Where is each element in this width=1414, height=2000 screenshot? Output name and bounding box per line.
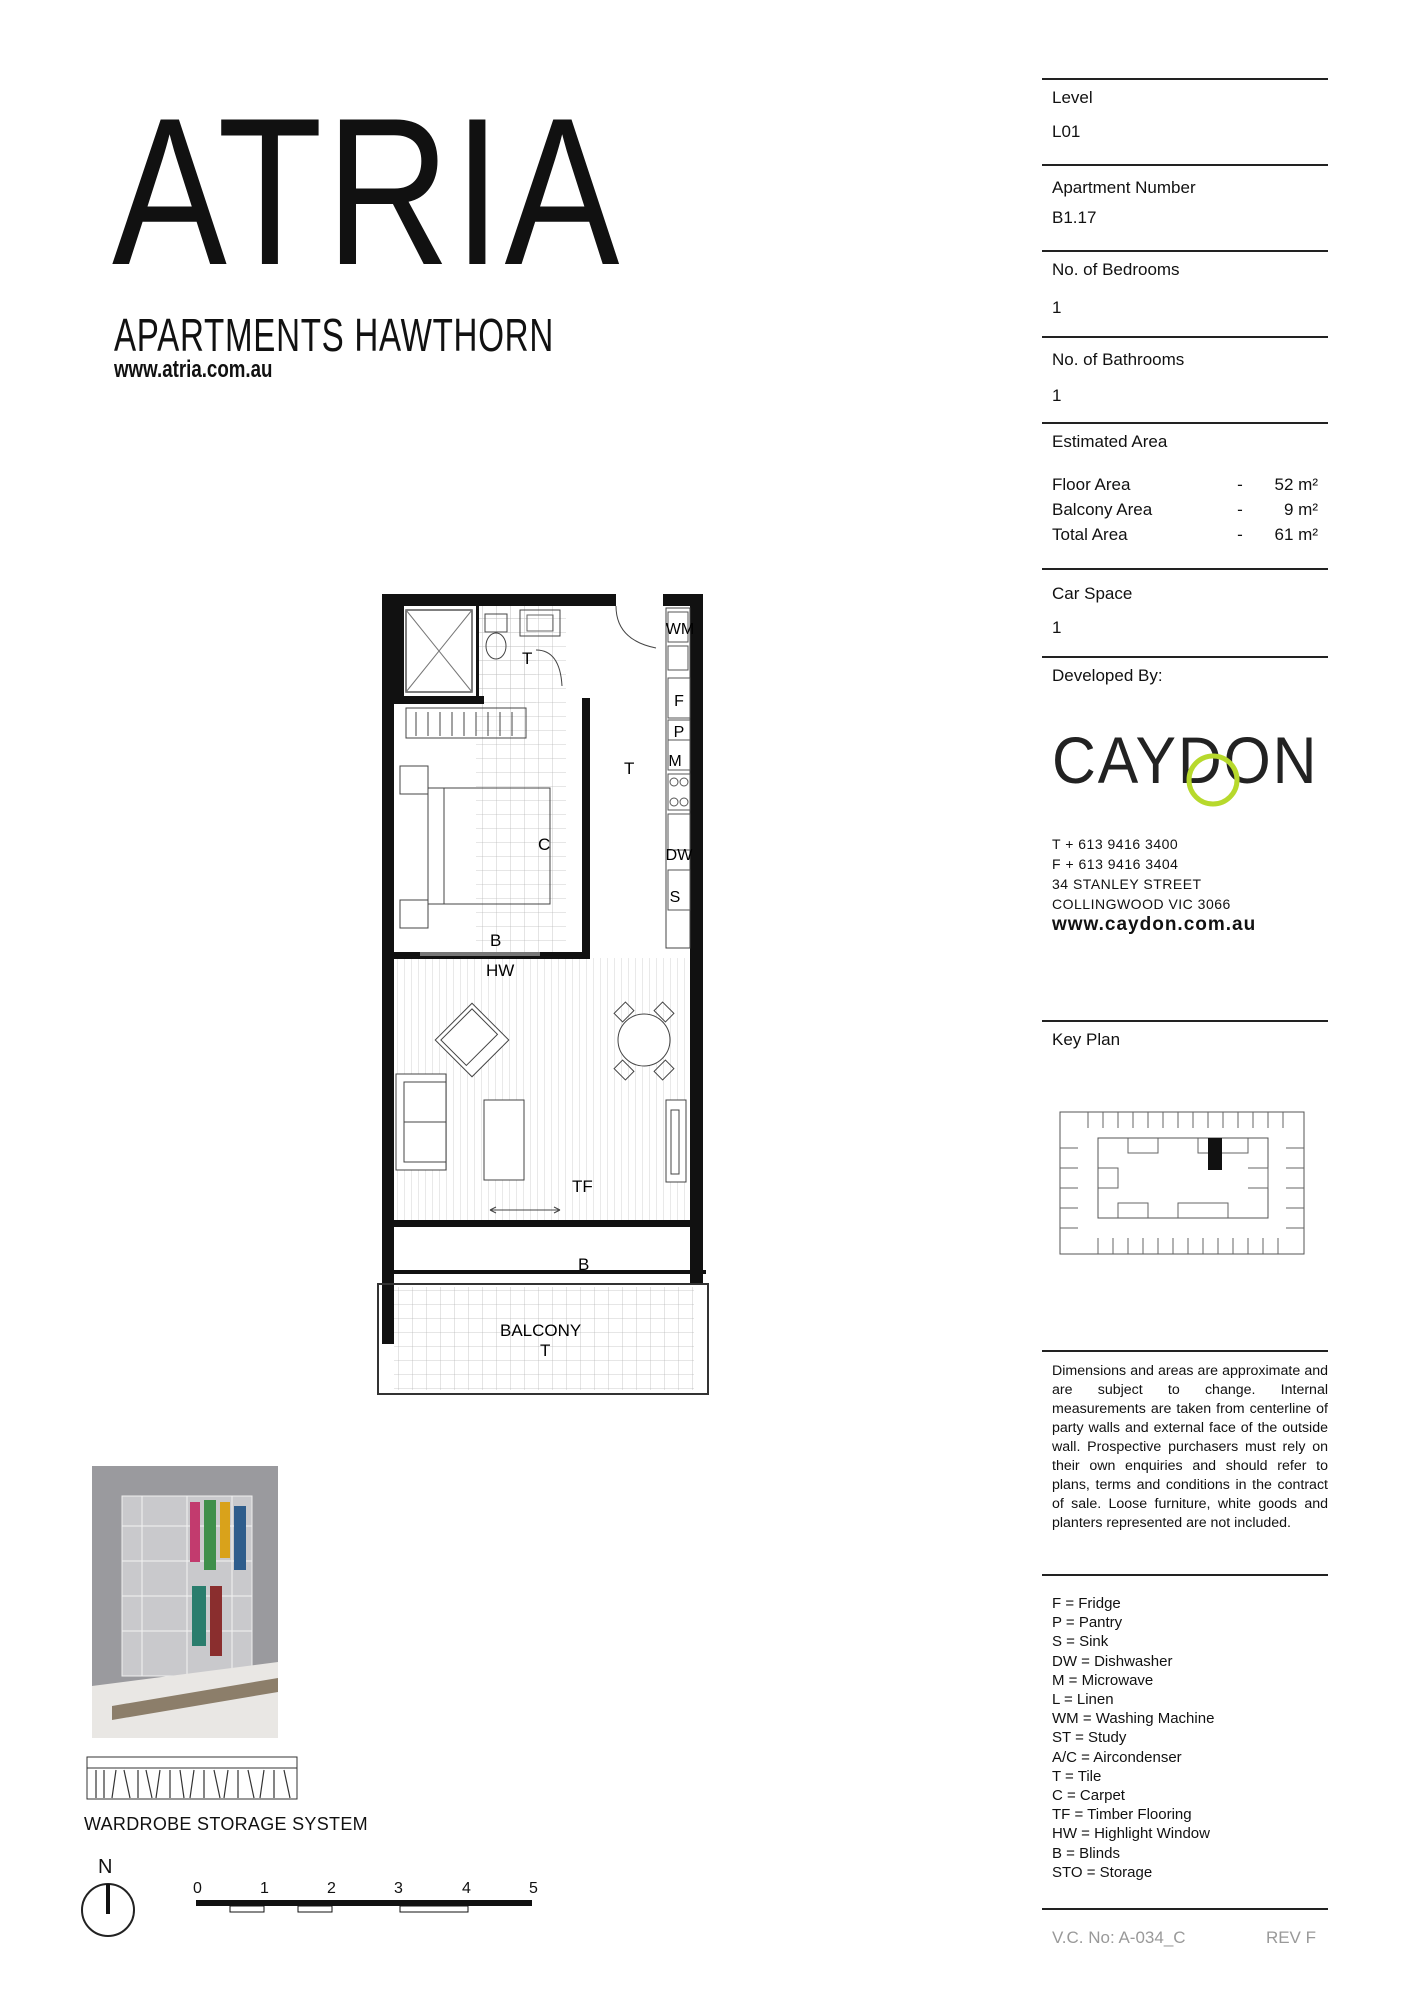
label-b-living: B bbox=[578, 1255, 590, 1274]
legend-item: A/C = Aircondenser bbox=[1052, 1748, 1182, 1766]
scale-label-1: 1 bbox=[260, 1880, 269, 1897]
bathrooms-label: No. of Bathrooms bbox=[1052, 350, 1185, 369]
developer-fax: F + 613 9416 3404 bbox=[1052, 856, 1179, 872]
label-dw: DW bbox=[665, 847, 693, 864]
apartment-section bbox=[1042, 164, 1328, 250]
bathrooms-value: 1 bbox=[1052, 386, 1062, 405]
wardrobe-photo bbox=[92, 1466, 278, 1738]
scale-label-3: 3 bbox=[394, 1880, 403, 1897]
disclaimer-text: Dimensions and areas are approximate and are subject to change. Internal measurements are taken from centerline of party walls and external face of the outside wall. Prospective purchasers must rely on their own enquiries and should refer to plans, terms and conditions in the contract of sale. Loose furniture, white goods and planters represented are not included. bbox=[1052, 1363, 1328, 1531]
label-tf: TF bbox=[572, 1177, 593, 1196]
legend-item: S = Sink bbox=[1052, 1633, 1109, 1651]
legend-item: HW = Highlight Window bbox=[1052, 1825, 1210, 1843]
legend-item: L = Linen bbox=[1052, 1691, 1114, 1709]
north-label: N bbox=[98, 1856, 113, 1878]
area-dash: - bbox=[1237, 525, 1243, 544]
label-balcony: BALCONY bbox=[500, 1321, 582, 1340]
caydon-logo-ring-icon bbox=[1185, 752, 1241, 808]
vc-number: V.C. No: A-034_C bbox=[1052, 1928, 1186, 1947]
car-label: Car Space bbox=[1052, 584, 1133, 603]
label-t-balcony: T bbox=[540, 1341, 551, 1360]
legend-item: M = Microwave bbox=[1052, 1671, 1154, 1689]
area-value: 9 m² bbox=[1284, 500, 1318, 519]
legend-item: F = Fridge bbox=[1052, 1595, 1121, 1612]
legend-item: B = Blinds bbox=[1052, 1844, 1120, 1862]
apartment-label: Apartment Number bbox=[1052, 178, 1196, 197]
brand-title: ATRIA bbox=[112, 74, 623, 309]
scale-label-2: 2 bbox=[327, 1880, 336, 1897]
key-plan-section bbox=[1042, 1020, 1328, 1350]
apartment-location-marker bbox=[1208, 1138, 1222, 1170]
area-table bbox=[1052, 472, 1328, 547]
north-arrow-icon bbox=[78, 1880, 138, 1940]
level-label: Level bbox=[1052, 88, 1093, 107]
car-section bbox=[1042, 568, 1328, 656]
scale-label-0: 0 bbox=[193, 1880, 202, 1897]
legend-item: TF = Timber Flooring bbox=[1052, 1806, 1192, 1824]
disclaimer-section bbox=[1042, 1350, 1328, 1574]
area-label: Estimated Area bbox=[1052, 432, 1168, 451]
area-dash: - bbox=[1237, 500, 1243, 519]
wardrobe-caption: WARDROBE STORAGE SYSTEM bbox=[84, 1814, 368, 1834]
area-row bbox=[1052, 522, 1318, 547]
label-t-bath: T bbox=[522, 649, 533, 668]
area-section bbox=[1042, 422, 1328, 568]
label-p: P bbox=[673, 724, 685, 741]
label-f: F bbox=[674, 693, 684, 710]
legend-list bbox=[1052, 1594, 1328, 1882]
developer-street: 34 STANLEY STREET bbox=[1052, 876, 1202, 892]
label-t-kitchen: T bbox=[624, 759, 635, 778]
legend-section bbox=[1042, 1574, 1328, 1908]
floor-plan bbox=[370, 590, 740, 1410]
area-row bbox=[1052, 472, 1318, 497]
developer-section bbox=[1042, 656, 1328, 1020]
label-wm: WM bbox=[665, 621, 695, 638]
legend-item: DW = Dishwasher bbox=[1052, 1652, 1173, 1670]
bathrooms-section bbox=[1042, 336, 1328, 422]
scale-bar bbox=[190, 1896, 540, 1922]
developer-phone: T + 613 9416 3400 bbox=[1052, 836, 1179, 852]
label-b-bed: B bbox=[490, 931, 502, 950]
wardrobe-system-diagram bbox=[86, 1756, 298, 1800]
key-plan-diagram bbox=[1058, 1108, 1308, 1258]
legend-item: ST = Study bbox=[1052, 1729, 1127, 1747]
developer-suburb: COLLINGWOOD VIC 3066 bbox=[1052, 896, 1231, 912]
area-name: Floor Area bbox=[1052, 475, 1131, 494]
label-s: S bbox=[669, 889, 681, 906]
caydon-logo: CAYDON bbox=[1052, 723, 1319, 797]
area-row bbox=[1052, 497, 1318, 522]
legend-item: T = Tile bbox=[1052, 1767, 1102, 1785]
level-section bbox=[1042, 78, 1328, 164]
label-hw: HW bbox=[486, 961, 515, 980]
bedrooms-value: 1 bbox=[1052, 298, 1062, 317]
legend-item: WM = Washing Machine bbox=[1052, 1710, 1215, 1728]
footer-section bbox=[1042, 1908, 1328, 1948]
scale-label-4: 4 bbox=[462, 1880, 471, 1897]
revision: REV F bbox=[1265, 1928, 1316, 1947]
level-value: L01 bbox=[1052, 122, 1081, 141]
car-value: 1 bbox=[1052, 618, 1062, 637]
bedrooms-label: No. of Bedrooms bbox=[1052, 260, 1180, 279]
area-name: Total Area bbox=[1052, 525, 1128, 544]
legend-item: P = Pantry bbox=[1052, 1614, 1123, 1632]
label-m: M bbox=[668, 753, 682, 770]
area-dash: - bbox=[1237, 475, 1243, 494]
legend-item: STO = Storage bbox=[1052, 1863, 1153, 1881]
info-panel bbox=[1042, 78, 1328, 1948]
key-plan-label: Key Plan bbox=[1052, 1030, 1121, 1049]
apartment-value: B1.17 bbox=[1052, 208, 1097, 227]
area-value: 61 m² bbox=[1274, 525, 1318, 544]
area-value: 52 m² bbox=[1274, 475, 1318, 494]
brand-website[interactable]: www.atria.com.au bbox=[114, 356, 273, 383]
scale-label-5: 5 bbox=[529, 1880, 538, 1897]
bedrooms-section bbox=[1042, 250, 1328, 336]
legend-item: C = Carpet bbox=[1052, 1787, 1125, 1805]
brand-subtitle: APARTMENTS HAWTHORN bbox=[114, 309, 554, 361]
area-name: Balcony Area bbox=[1052, 500, 1153, 519]
developer-label: Developed By: bbox=[1052, 666, 1163, 685]
developer-website[interactable]: www.caydon.com.au bbox=[1052, 914, 1257, 935]
label-c: C bbox=[538, 835, 551, 854]
